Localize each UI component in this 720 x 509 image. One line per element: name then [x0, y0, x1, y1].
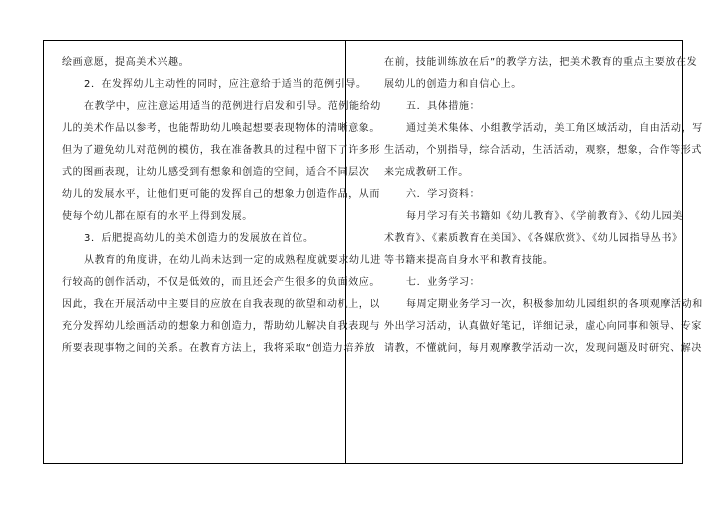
text-line: 幼儿的发展水平，让他们更可能的发挥自己的想象力创造作品，从而 — [62, 189, 380, 200]
text-line: 因此，我在开展活动中主要目的应放在自我表现的欲望和动机上，以 — [62, 299, 380, 310]
text-line: 外出学习活动，认真做好笔记，详细记录，虚心向同事和领导、专家 — [384, 321, 702, 332]
text-line: 充分发挥幼儿绘画活动的想象力和创造力，帮助幼儿解决自我表现与 — [62, 321, 380, 332]
text-line: 六．学习资料： — [406, 189, 481, 200]
text-line: 通过美术集体、小组教学活动，美工角区域活动，自由活动，写 — [406, 123, 703, 134]
text-line: 但为了避免幼儿对范例的模仿，我在准备教具的过程中留下了许多形 — [62, 145, 380, 156]
text-line: 每周定期业务学习一次，积极参加幼儿园组织的各项观摩活动和 — [406, 299, 703, 310]
text-line: 儿的美术作品以参考，也能帮助幼儿唤起想要表现物体的清晰意象。 — [62, 123, 380, 134]
text-line: 等书籍来提高自身水平和教育技能。 — [384, 255, 554, 266]
text-line: 术教育》、《素质教育在美国》、《各媒欣赏》、《幼儿园指导丛书》 — [384, 233, 683, 244]
text-line: 来完成教研工作。 — [384, 167, 469, 178]
text-line: 行较高的创作活动，不仅是低效的，而且还会产生很多的负面效应。 — [62, 277, 380, 288]
text-line: 所要表现事物之间的关系。在教育方法上，我将采取“创造力培养放 — [62, 343, 376, 354]
text-line: 在前，技能训练放在后”的教学方法，把美术教育的重点主要放在发 — [384, 57, 698, 68]
right-text-column — [384, 52, 703, 360]
text-line: 2．在发挥幼儿主动性的同时，应注意给于适当的范例引导。 — [84, 79, 367, 90]
text-line: 从教育的角度讲，在幼儿尚未达到一定的成熟程度就要求幼儿进 — [84, 255, 381, 266]
text-line: 3．后肥提高幼儿的美术创造力的发展放在首位。 — [84, 233, 314, 244]
text-line: 在教学中，应注意运用适当的范例进行启发和引导。范例能给幼 — [84, 101, 381, 112]
text-line: 式的图画表现，让幼儿感受到有想象和创造的空间，适合不同层次 — [62, 167, 370, 178]
text-line: 绘画意愿，提高美术兴趣。 — [62, 57, 190, 68]
text-line: 每月学习有关书籍如《幼儿教育》、《学前教育》、《幼儿园美 — [406, 211, 683, 222]
text-line: 生活动，个别指导，综合活动，生活活动，观察，想象，合作等形式 — [384, 145, 702, 156]
text-line: 展幼儿的创造力和自信心上。 — [384, 79, 522, 90]
text-line: 请教，不懂就问，每月观摩教学活动一次，发现问题及时研究、解决 — [384, 343, 702, 354]
text-line: 使每个幼儿都在原有的水平上得到发展。 — [62, 211, 253, 222]
text-line: 五．具体措施： — [406, 101, 481, 112]
left-text-column — [62, 52, 381, 360]
text-line: 七．业务学习： — [406, 277, 481, 288]
